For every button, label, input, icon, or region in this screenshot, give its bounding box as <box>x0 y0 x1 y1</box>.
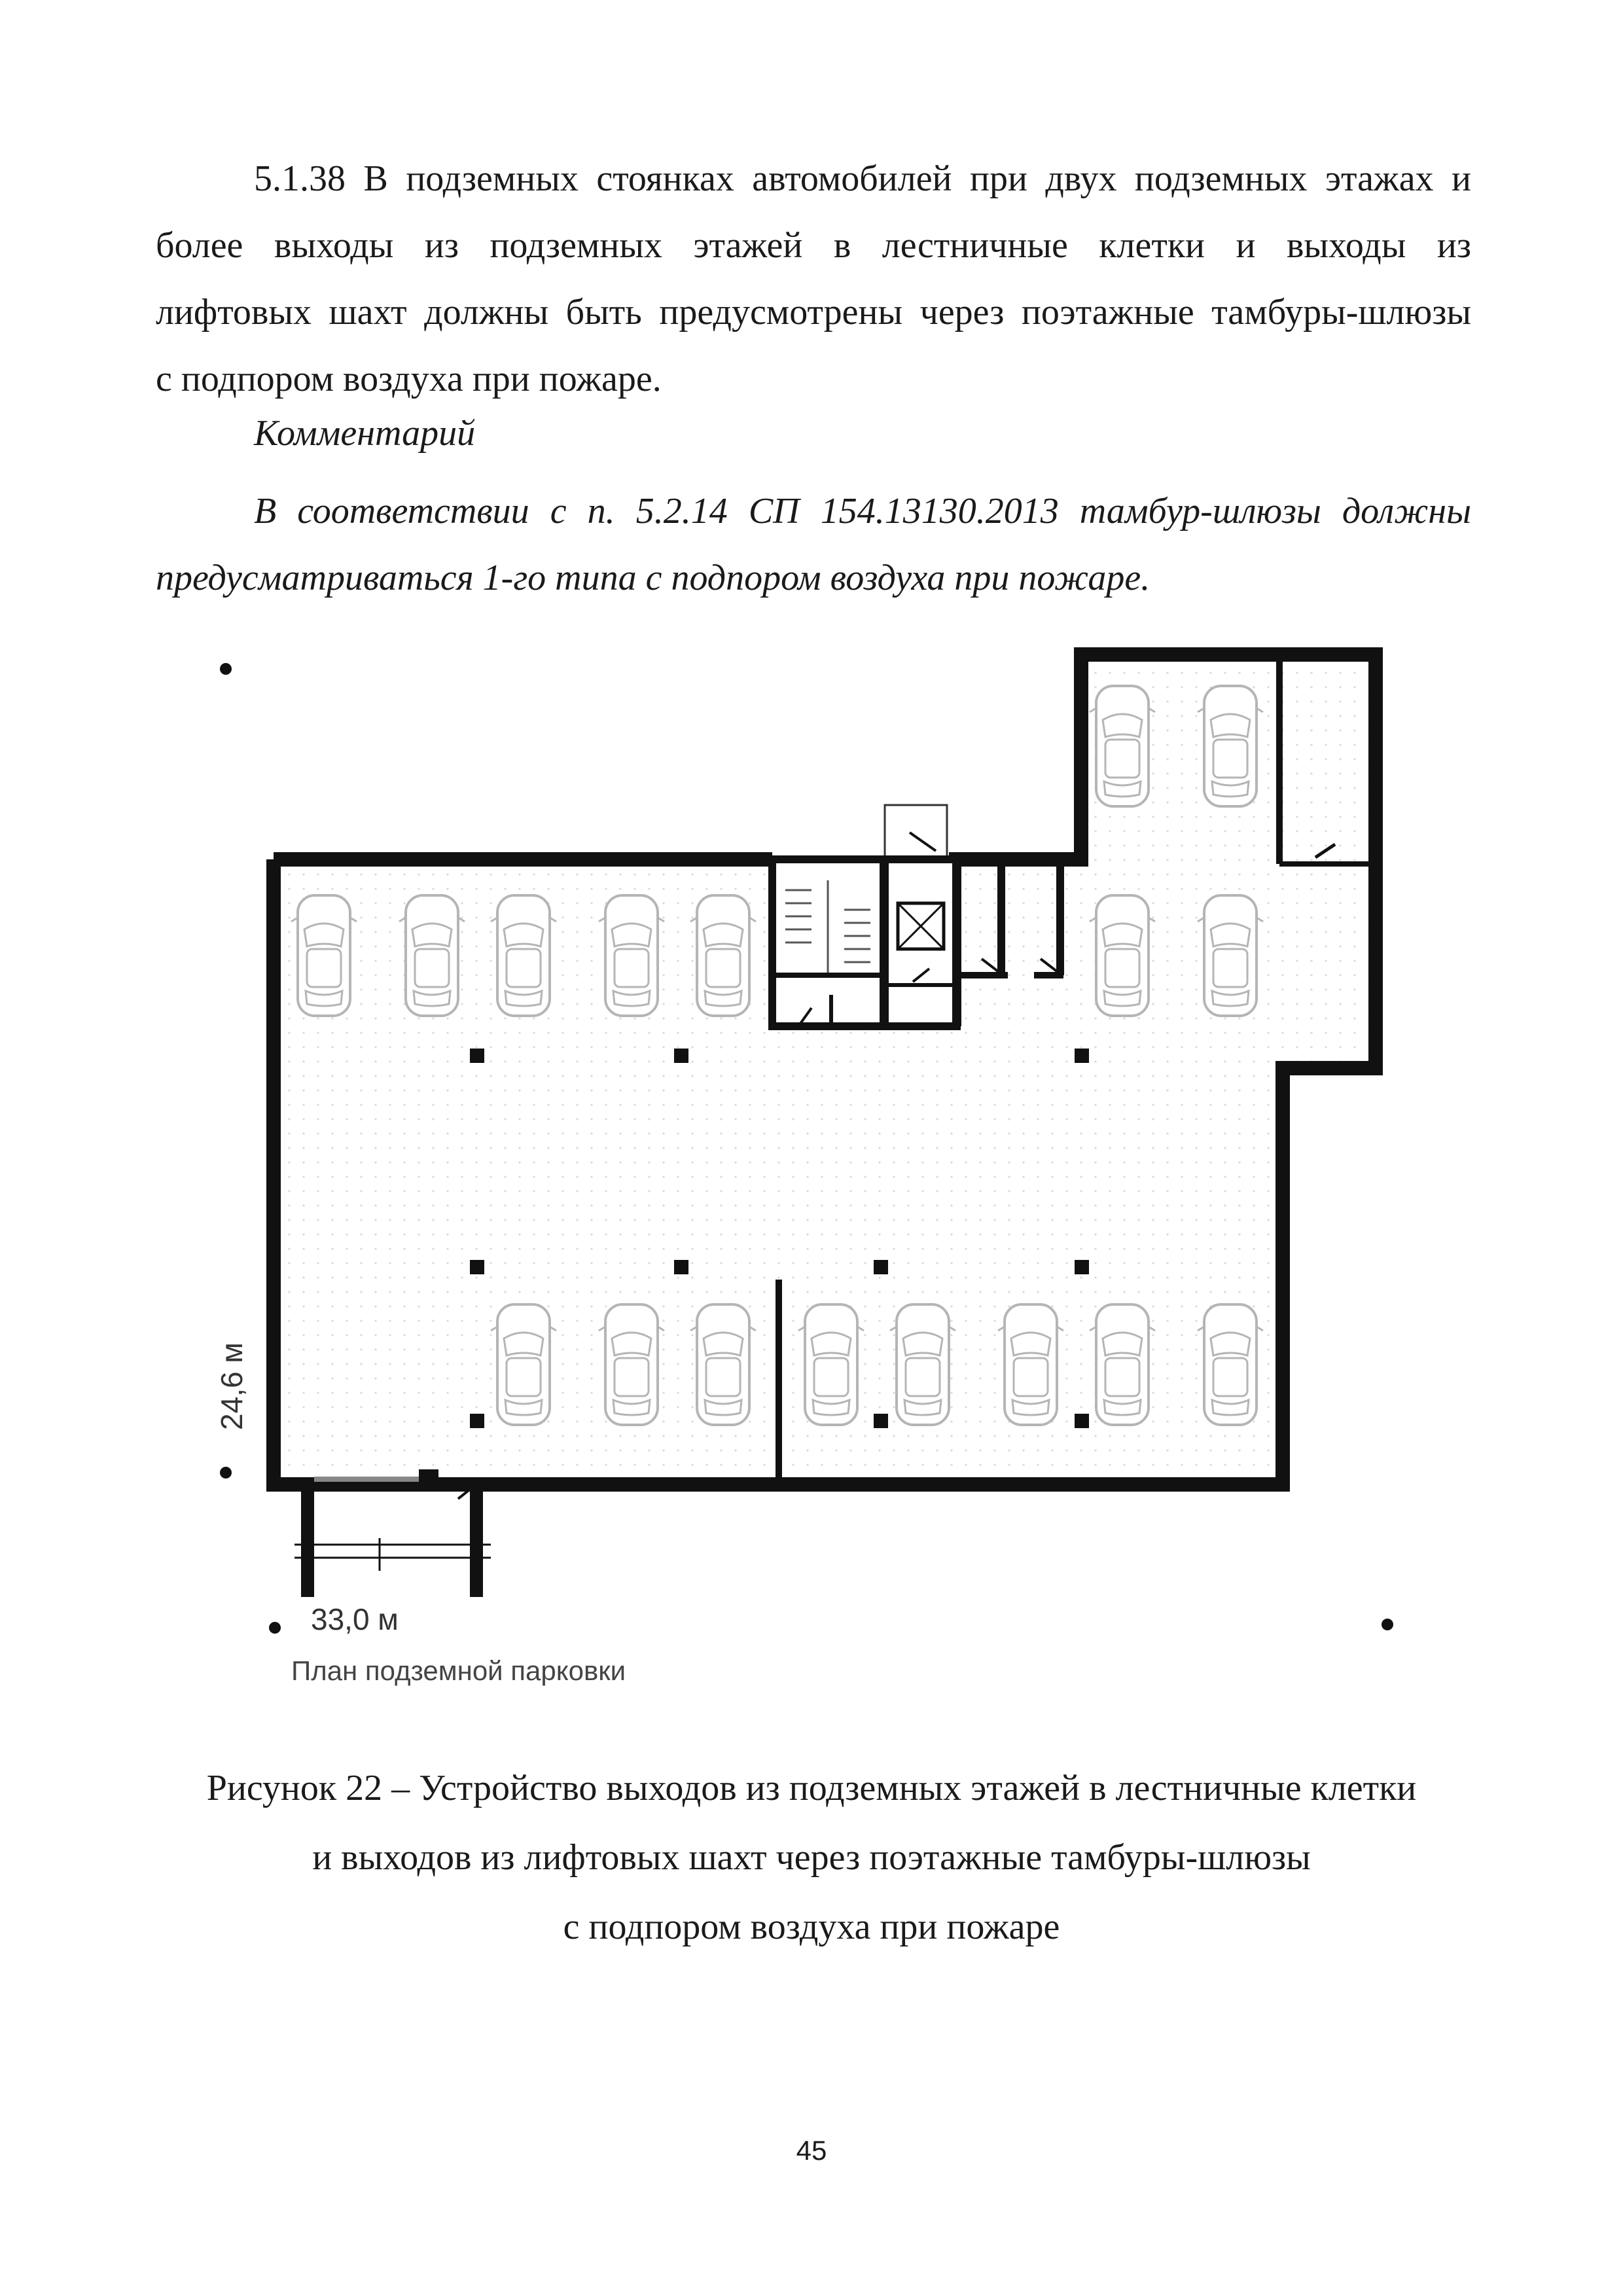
car-icon <box>890 1304 955 1425</box>
comment-line: В соответствии с п. 5.2.14 СП 154.13130.2013 тамбур-шлюзы должны <box>254 491 1471 531</box>
comment-heading: Комментарий <box>254 413 476 454</box>
page-number: 45 <box>796 2135 827 2166</box>
car-icon <box>599 1304 664 1425</box>
car-icon <box>491 895 556 1016</box>
lift-airlock <box>885 859 957 1026</box>
paragraph-line: с подпором воздуха при пожаре. <box>156 359 662 399</box>
car-icon <box>491 1304 556 1425</box>
parking-plan-figure <box>0 628 1623 1695</box>
car-icon <box>1090 1304 1155 1425</box>
car-icon <box>1198 1304 1263 1425</box>
comment-text <box>156 478 1471 611</box>
parking-plan-drawing <box>0 628 1623 1695</box>
comment-line: предусматриваться 1-го типа с подпором воздуха при пожаре. <box>156 558 1150 598</box>
car-icon <box>998 1304 1063 1425</box>
car-icon <box>1198 895 1263 1016</box>
car-icon <box>690 895 756 1016</box>
vent-shaft <box>885 805 947 857</box>
car-icon <box>291 895 357 1016</box>
plan-label: План подземной парковки <box>291 1655 626 1686</box>
figure-caption-line3: с подпором воздуха при пожаре <box>563 1907 1060 1947</box>
paragraph-line: лифтовых шахт должны быть предусмотрены через поэтажные тамбуры-шлюзы <box>156 292 1471 332</box>
car-icon <box>1090 895 1155 1016</box>
dimension-horizontal: 33,0 м <box>311 1602 399 1636</box>
paragraph-5-1-38 <box>156 145 1471 412</box>
figure-caption-line2: и выходов из лифтовых шахт через поэтажные тамбуры-шлюзы <box>312 1837 1311 1878</box>
car-icon <box>599 895 664 1016</box>
figure-caption-line1: Рисунок 22 – Устройство выходов из подземных этажей в лестничные клетки <box>206 1768 1417 1808</box>
car-icon <box>399 895 465 1016</box>
dimension-vertical: 24,6 м <box>215 1342 249 1430</box>
car-icon <box>690 1304 756 1425</box>
paragraph-line: 5.1.38 В подземных стоянках автомобилей при двух подземных этажах и <box>254 158 1471 199</box>
car-icon <box>1090 686 1155 806</box>
car-icon <box>1198 686 1263 806</box>
car-icon <box>798 1304 864 1425</box>
paragraph-line: более выходы из подземных этажей в лестничные клетки и выходы из <box>156 225 1471 266</box>
